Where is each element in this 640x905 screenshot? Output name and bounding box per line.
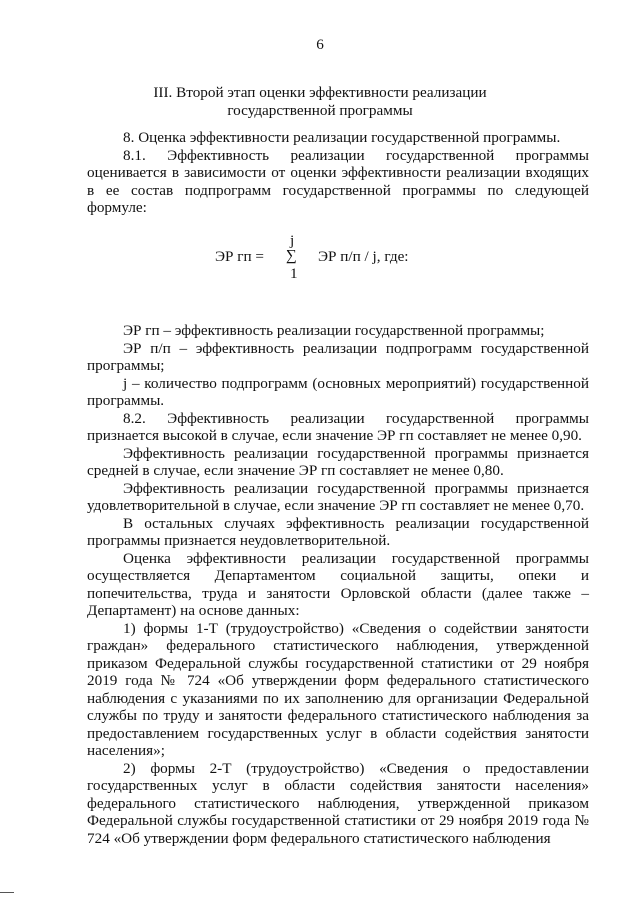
page-number: 6	[316, 36, 324, 53]
heading-line-2: государственной программы	[227, 101, 413, 119]
main-block	[87, 322, 589, 847]
heading-line-1: III. Второй этап оценки эффективности реализации	[153, 84, 487, 101]
definition-er-pp: ЭР п/п – эффективность реализации подпрограмм государственной программы;	[87, 339, 589, 374]
formula-sum-sign: ∑	[286, 247, 297, 264]
formula-lower-limit: 1	[290, 265, 298, 282]
paragraph-unsatisfactory: В остальных случаях эффективность реализации государственной программы признается неудовлетворительной.	[87, 514, 589, 549]
definition-er-gp: ЭР гп – эффективность реализации государственной программы;	[123, 322, 545, 339]
definition-j: j – количество подпрограмм (основных мероприятий) государственной программы.	[87, 374, 589, 409]
paragraph-evaluation: Оценка эффективности реализации государственной программы осуществляется Департаментом социальной защиты, опеки и попечительства, труда и занятости Орловской области (далее также – Департамент) на основе данных:	[87, 549, 589, 619]
formula	[0, 232, 640, 292]
paragraph-medium: Эффективность реализации государственной программы признается средней в случае, если значение ЭР гп составляет не менее 0,80.	[87, 444, 589, 479]
list-item-2: 2) формы 2-Т (трудоустройство) «Сведения о предоставлении государственных услуг в области содействия занятости населения» федерального статистического наблюдения, утвержденной приказом Федеральной службы государственной статистики от 29 ноября 2019 года № 724 «Об утверждении форм федерального статистического наблюдения	[87, 759, 589, 847]
formula-upper-limit: j	[290, 232, 295, 249]
paragraph-8-1: 8.1. Эффективность реализации государственной программы оценивается в зависимости от оценки эффективности реализации входящих в ее состав подпрограмм государственной программы по следующей формуле:	[87, 146, 589, 216]
list-item-1: 1) формы 1-Т (трудоустройство) «Сведения о содействии занятости граждан» федерального статистического наблюдения, утвержденной приказом Федеральной службы государственной статистики от 29 ноября 2019 года № 724 «Об утверждении форм федерального статистического наблюдения с указаниями по их заполнению для организации Федеральной службы по труду и занятости федерального статистического наблюдения за предоставлением государственных услуг в области содействия занятости населения»;	[87, 619, 589, 759]
paragraph-8-2: 8.2. Эффективность реализации государственной программы признается высокой в случае, если значение ЭР гп составляет не менее 0,90.	[87, 409, 589, 444]
formula-lhs: ЭР гп =	[215, 248, 264, 265]
paragraph-satisfactory: Эффективность реализации государственной программы признается удовлетворительной в случае, если значение ЭР гп составляет не менее 0,70.	[87, 479, 589, 514]
edge-mark	[0, 892, 14, 893]
section-heading	[90, 84, 550, 119]
section-title: 8. Оценка эффективности реализации государственной программы.	[123, 129, 561, 146]
intro-block	[87, 129, 589, 217]
formula-rhs: ЭР п/п / j, где:	[318, 248, 409, 265]
